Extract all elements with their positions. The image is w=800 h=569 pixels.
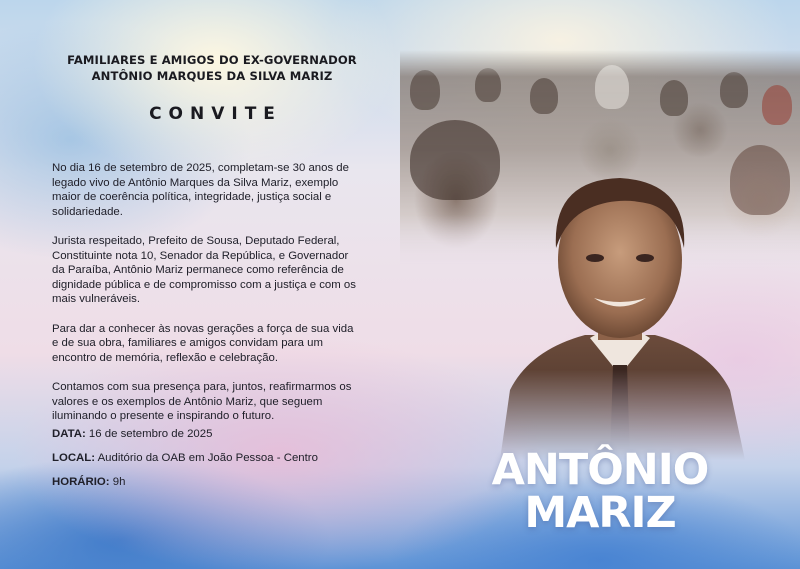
organizer-line-2: ANTÔNIO MARQUES DA SILVA MARIZ (91, 69, 333, 83)
event-time-label: HORÁRIO: (52, 476, 110, 488)
honoree-name-line-1: ANTÔNIO (491, 445, 709, 495)
event-location-label: LOCAL: (52, 452, 96, 464)
paragraph-career: Jurista respeitado, Prefeito de Sousa, Deputado Federal, Constituinte nota 10, Senador da República, e Governador da Paraíba, Antônio Mariz permanece como referência de dignidade pública e de compromisso com a justiça e com os mais vulneráveis. (52, 234, 356, 306)
invitation-title: CONVITE (149, 104, 282, 124)
event-location-value: Auditório da OAB em João Pessoa - Centro (97, 452, 318, 464)
paragraph-invitation: Para dar a conhecer às novas gerações a força de sua vida e de sua obra, familiares e amigos convidam para um encontro de memória, reflexão e celebração. (52, 322, 354, 364)
invitation-text-panel (52, 52, 372, 438)
event-date-value: 16 de setembro de 2025 (88, 428, 213, 440)
organizer-line-1: FAMILIARES E AMIGOS DO EX-GOVERNADOR (67, 53, 357, 67)
event-details (52, 427, 318, 499)
organizer-heading (52, 52, 372, 84)
event-date (52, 427, 318, 441)
paragraph-legacy: No dia 16 de setembro de 2025, completam-se 30 anos de legado vivo de Antônio Marques da Silva Mariz, exemplo maior de coerência política, integridade, justiça social e solidariedade. (52, 162, 349, 218)
honoree-name-line-2: MARIZ (524, 488, 676, 538)
event-time-value: 9h (112, 476, 126, 488)
paragraph-closing: Contamos com sua presença para, juntos, reafirmarmos os valores e os exemplos de Antônio Mariz, que seguem iluminando o presente e inspirando o futuro. (52, 380, 352, 423)
portrait-photo (490, 160, 750, 460)
event-location (52, 451, 318, 465)
event-date-label: DATA: (52, 428, 86, 440)
event-time (52, 475, 318, 489)
invitation-body (52, 161, 372, 424)
